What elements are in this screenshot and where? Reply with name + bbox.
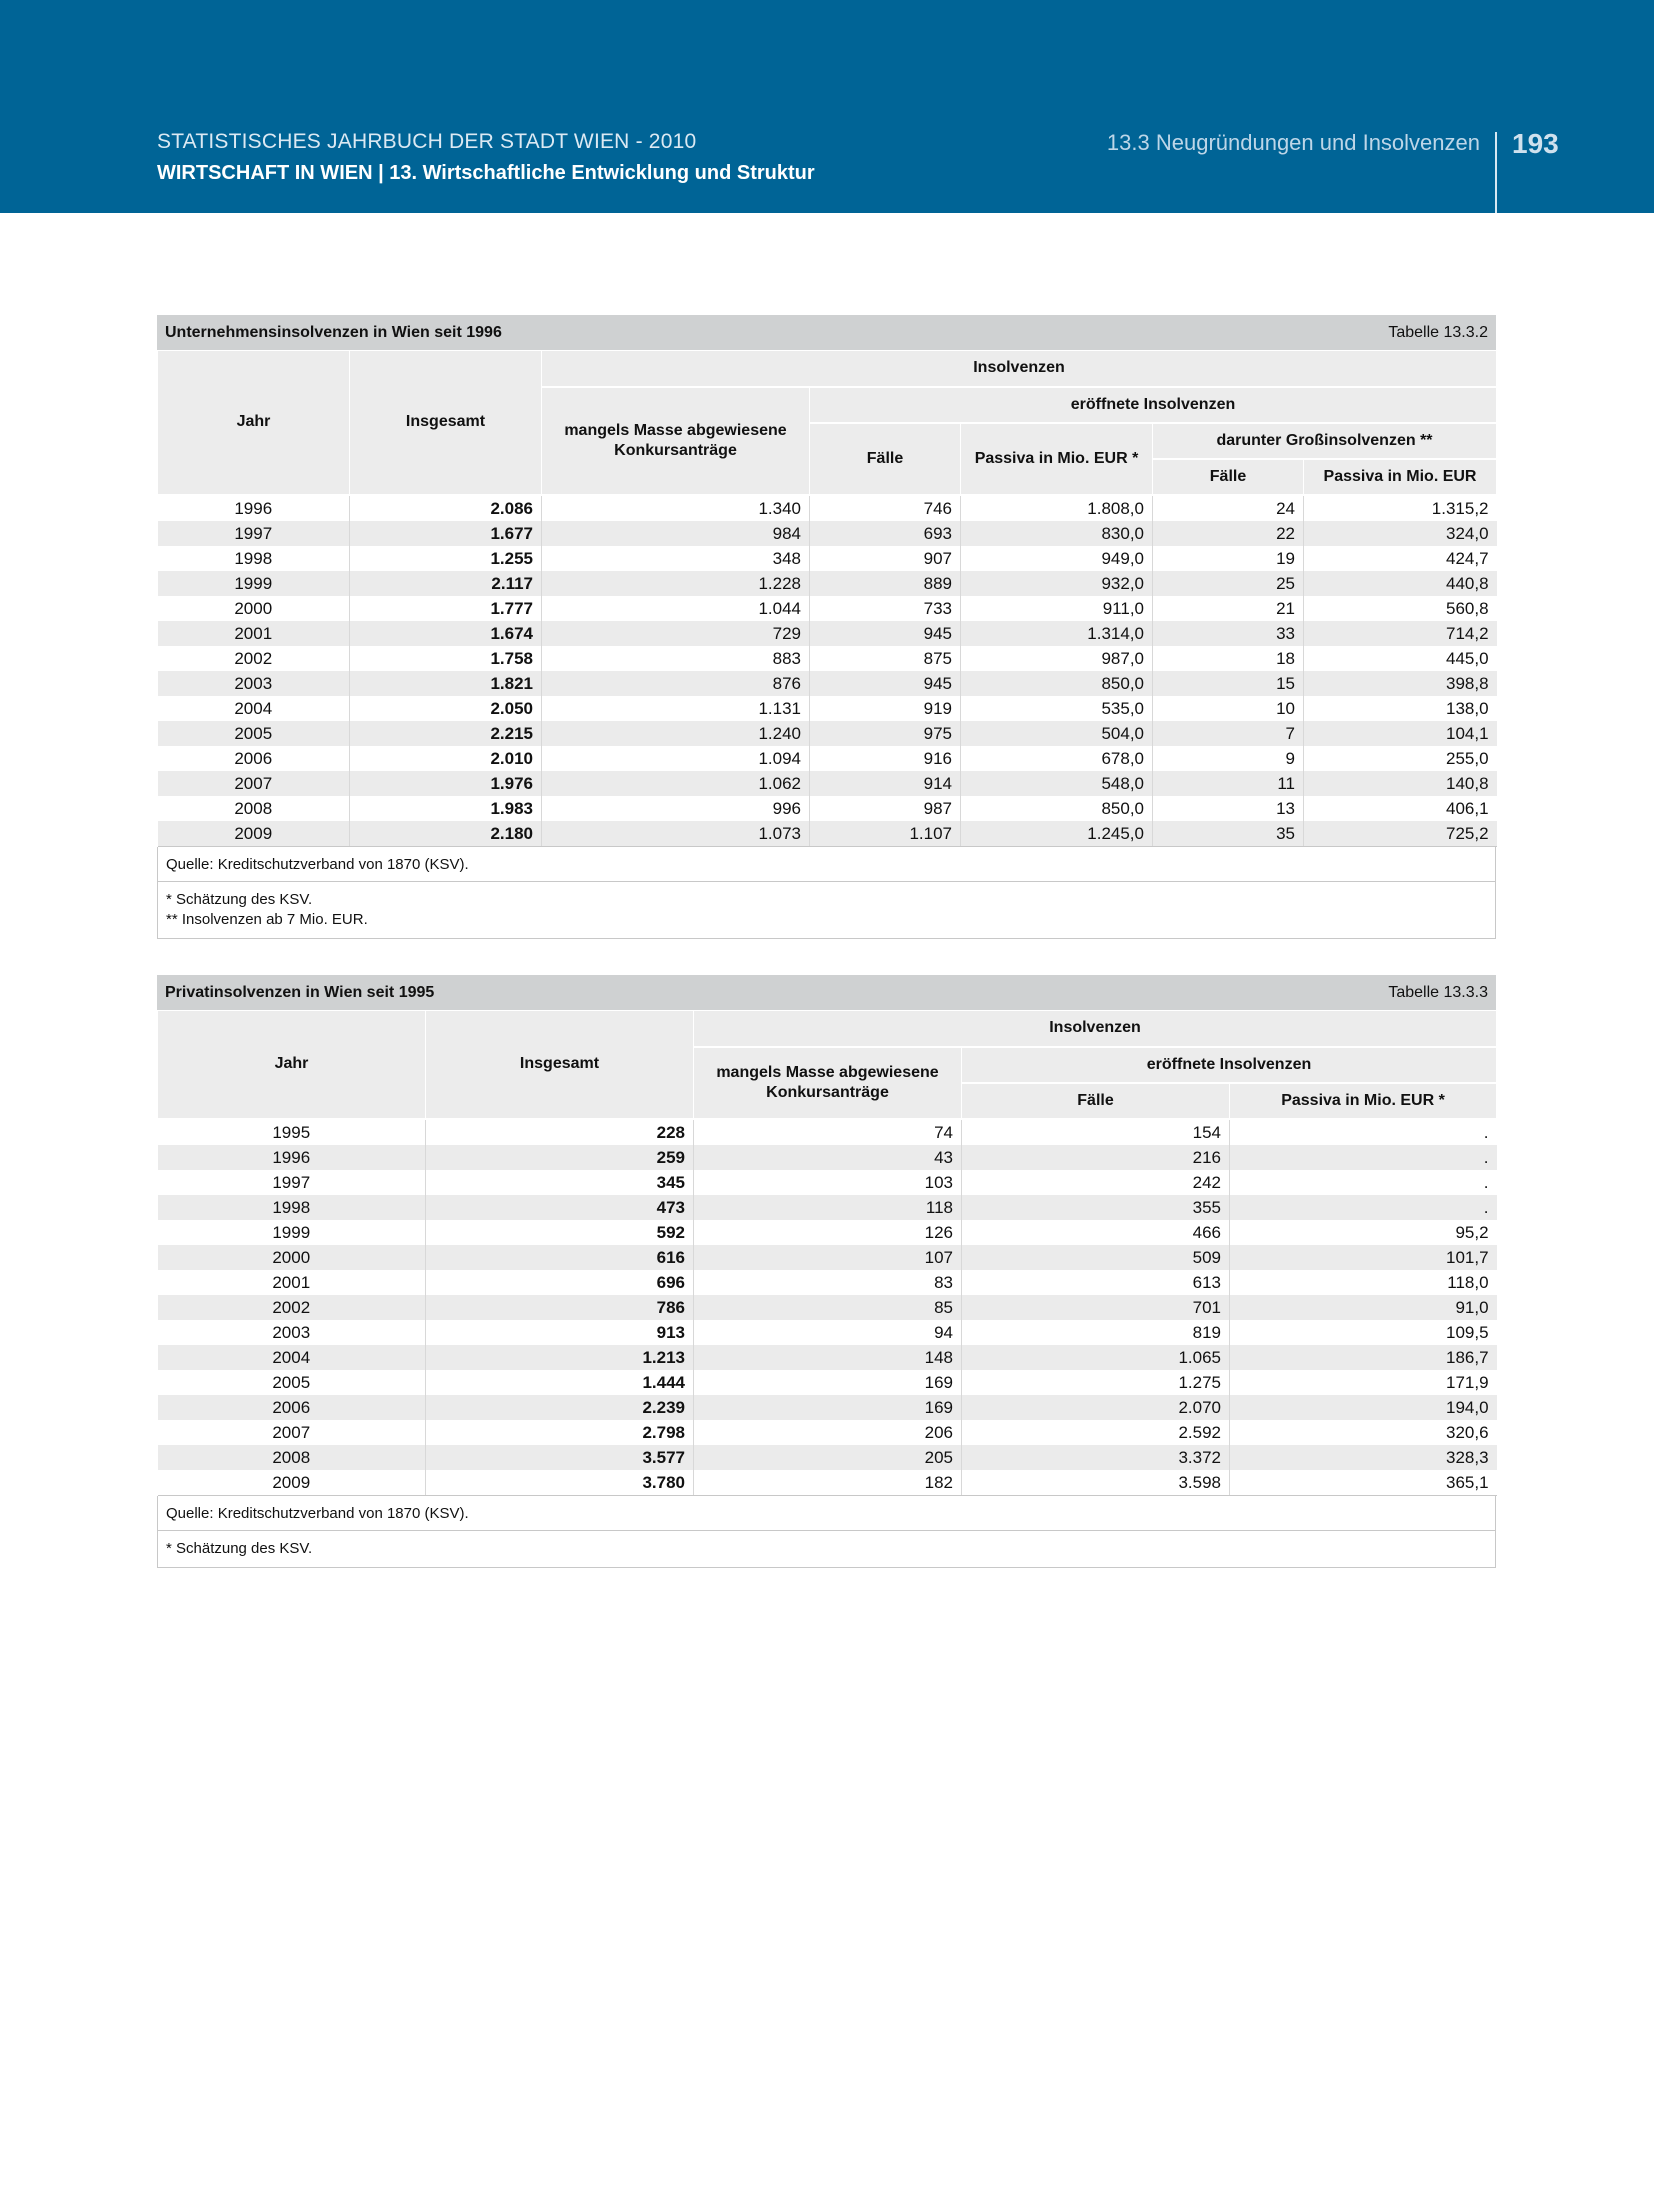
value-cell: 259 (426, 1145, 694, 1170)
value-cell: 228 (426, 1119, 694, 1145)
value-cell: 701 (962, 1295, 1230, 1320)
value-cell: 348 (542, 546, 810, 571)
value-cell: 504,0 (961, 721, 1153, 746)
table-row (158, 1245, 1497, 1270)
value-cell: 320,6 (1230, 1420, 1497, 1445)
value-cell: 932,0 (961, 571, 1153, 596)
table-row (158, 1119, 1497, 1145)
value-cell: 91,0 (1230, 1295, 1497, 1320)
value-cell: 2.215 (350, 721, 542, 746)
year-cell: 2003 (158, 671, 350, 696)
table-row (158, 1295, 1497, 1320)
table-notes (157, 882, 1496, 939)
value-cell: 613 (962, 1270, 1230, 1295)
table-label: Tabelle 13.3.2 (1388, 323, 1488, 341)
value-cell: 1.315,2 (1304, 495, 1497, 521)
value-cell: 345 (426, 1170, 694, 1195)
col-faelle: Fälle (810, 423, 961, 495)
year-cell: 1996 (158, 1145, 426, 1170)
value-cell: 1.983 (350, 796, 542, 821)
value-cell: 2.050 (350, 696, 542, 721)
value-cell: 2.592 (962, 1420, 1230, 1445)
value-cell: 182 (694, 1470, 962, 1496)
value-cell: 1.444 (426, 1370, 694, 1395)
value-cell: 11 (1153, 771, 1304, 796)
value-cell: 1.674 (350, 621, 542, 646)
value-cell: 109,5 (1230, 1320, 1497, 1345)
value-cell: 1.275 (962, 1370, 1230, 1395)
value-cell: 3.598 (962, 1470, 1230, 1496)
table-unternehmensinsolvenzen (157, 315, 1496, 939)
col-darunter: darunter Großinsolvenzen ** (1153, 423, 1497, 459)
year-cell: 2009 (158, 821, 350, 847)
value-cell: 2.239 (426, 1395, 694, 1420)
value-cell: 118 (694, 1195, 962, 1220)
col-mangels-masse: mangels Masse abgewiesene Konkursanträge (694, 1047, 962, 1119)
year-cell: 2001 (272, 1272, 311, 1292)
value-cell: 328,3 (1230, 1445, 1497, 1470)
value-cell: 83 (694, 1270, 962, 1295)
value-cell: 729 (542, 621, 810, 646)
table-row (158, 1145, 1497, 1170)
value-cell: 746 (810, 495, 961, 521)
year-cell: 2005 (158, 721, 350, 746)
col-insgesamt: Insgesamt (426, 1011, 694, 1119)
table-row (158, 1170, 1497, 1195)
year-cell: 2002 (158, 1295, 426, 1320)
value-cell: 33 (1153, 621, 1304, 646)
value-cell: . (1230, 1195, 1497, 1220)
value-cell: 186,7 (1230, 1345, 1497, 1370)
table-title: Privatinsolvenzen in Wien seit 1995 (165, 983, 435, 1001)
table-row (158, 1345, 1497, 1370)
year-cell: 2003 (272, 1322, 311, 1342)
value-cell: 913 (426, 1320, 694, 1345)
value-cell: 9 (1153, 746, 1304, 771)
value-cell: 242 (962, 1170, 1230, 1195)
value-cell: 693 (810, 521, 961, 546)
value-cell: 733 (810, 596, 961, 621)
value-cell: 1.073 (542, 821, 810, 847)
value-cell: 21 (1153, 596, 1304, 621)
col-eroeffnete: eröffnete Insolvenzen (962, 1047, 1497, 1083)
value-cell: 975 (810, 721, 961, 746)
value-cell: 10 (1153, 696, 1304, 721)
table-row (158, 571, 1497, 596)
col-insolvenzen: Insolvenzen (694, 1011, 1497, 1047)
value-cell: 1.065 (962, 1345, 1230, 1370)
value-cell: 22 (1153, 521, 1304, 546)
page-header (0, 0, 1654, 213)
year-cell: 2006 (234, 748, 273, 768)
value-cell: 466 (962, 1220, 1230, 1245)
col-faelle: Fälle (962, 1083, 1230, 1119)
table-body (158, 495, 1497, 847)
col-insgesamt: Insgesamt (350, 351, 542, 495)
table-source: Quelle: Kreditschutzverband von 1870 (KSV). (157, 847, 1496, 882)
year-cell: 2001 (158, 621, 350, 646)
value-cell: 1.245,0 (961, 821, 1153, 847)
value-cell: 1.094 (542, 746, 810, 771)
value-cell: 154 (962, 1119, 1230, 1145)
col-gross-passiva: Passiva in Mio. EUR (1304, 459, 1497, 495)
note-line: * Schätzung des KSV. (166, 1539, 313, 1557)
value-cell: 171,9 (1230, 1370, 1497, 1395)
value-cell: 255,0 (1304, 746, 1497, 771)
year-cell: 2005 (272, 1372, 311, 1392)
value-cell: 907 (810, 546, 961, 571)
value-cell: 95,2 (1230, 1220, 1497, 1245)
table-privatinsolvenzen (157, 975, 1496, 1568)
value-cell: 194,0 (1230, 1395, 1497, 1420)
year-cell: 2004 (234, 698, 273, 718)
value-cell: 3.577 (426, 1445, 694, 1470)
value-cell: 1.240 (542, 721, 810, 746)
value-cell: 819 (962, 1320, 1230, 1345)
year-cell: 2009 (158, 1470, 426, 1496)
value-cell: 889 (810, 571, 961, 596)
value-cell: 786 (426, 1295, 694, 1320)
value-cell: 140,8 (1304, 771, 1497, 796)
value-cell: 15 (1153, 671, 1304, 696)
table-row (158, 1445, 1497, 1470)
year-cell: 2007 (158, 771, 350, 796)
value-cell: 126 (694, 1220, 962, 1245)
value-cell: 205 (694, 1445, 962, 1470)
value-cell: 2.117 (350, 571, 542, 596)
table-row (158, 1320, 1497, 1345)
table-title: Unternehmensinsolvenzen in Wien seit 1996 (165, 323, 502, 341)
value-cell: 1.314,0 (961, 621, 1153, 646)
col-insolvenzen: Insolvenzen (542, 351, 1497, 387)
value-cell: 535,0 (961, 696, 1153, 721)
value-cell: . (1230, 1119, 1497, 1145)
header-divider (1495, 132, 1497, 213)
table-source: Quelle: Kreditschutzverband von 1870 (KSV). (157, 1496, 1496, 1531)
value-cell: . (1230, 1145, 1497, 1170)
value-cell: 324,0 (1304, 521, 1497, 546)
col-passiva: Passiva in Mio. EUR * (961, 423, 1153, 495)
value-cell: 996 (542, 796, 810, 821)
value-cell: 1.131 (542, 696, 810, 721)
value-cell: 169 (694, 1395, 962, 1420)
value-cell: 560,8 (1304, 596, 1497, 621)
value-cell: 883 (542, 646, 810, 671)
table-row (158, 495, 1497, 521)
header-titles (157, 130, 815, 185)
table-title-bar (157, 975, 1496, 1010)
table-row (158, 621, 1497, 646)
col-gross-faelle: Fälle (1153, 459, 1304, 495)
table-row (158, 1395, 1497, 1420)
value-cell: . (1230, 1170, 1497, 1195)
value-cell: 592 (426, 1220, 694, 1245)
value-cell: 169 (694, 1370, 962, 1395)
value-cell: 1.821 (350, 671, 542, 696)
year-cell: 2006 (158, 1395, 426, 1420)
year-cell: 2000 (158, 1245, 426, 1270)
note-line: ** Insolvenzen ab 7 Mio. EUR. (166, 910, 368, 928)
table-row (158, 721, 1497, 746)
value-cell: 101,7 (1230, 1245, 1497, 1270)
value-cell: 1.044 (542, 596, 810, 621)
value-cell: 118,0 (1230, 1270, 1497, 1295)
value-cell: 850,0 (961, 796, 1153, 821)
value-cell: 216 (962, 1145, 1230, 1170)
col-jahr: Jahr (158, 351, 350, 495)
chapter-title: WIRTSCHAFT IN WIEN | 13. Wirtschaftliche Entwicklung und Struktur (157, 162, 815, 184)
table-row (158, 1220, 1497, 1245)
year-cell: 2002 (234, 648, 273, 668)
value-cell: 74 (694, 1119, 962, 1145)
value-cell: 714,2 (1304, 621, 1497, 646)
value-cell: 365,1 (1230, 1470, 1497, 1496)
value-cell: 25 (1153, 571, 1304, 596)
value-cell: 7 (1153, 721, 1304, 746)
value-cell: 85 (694, 1295, 962, 1320)
value-cell: 875 (810, 646, 961, 671)
year-cell: 2007 (272, 1422, 311, 1442)
value-cell: 424,7 (1304, 546, 1497, 571)
section-title: 13.3 Neugründungen und Insolvenzen (1106, 130, 1480, 155)
value-cell: 678,0 (961, 746, 1153, 771)
table-row (158, 1420, 1497, 1445)
value-cell: 876 (542, 671, 810, 696)
value-cell: 2.180 (350, 821, 542, 847)
value-cell: 355 (962, 1195, 1230, 1220)
year-cell: 1997 (272, 1172, 311, 1192)
table-notes (157, 1531, 1496, 1568)
table-row (158, 746, 1497, 771)
year-cell: 1995 (272, 1122, 311, 1142)
value-cell: 984 (542, 521, 810, 546)
value-cell: 3.780 (426, 1470, 694, 1496)
col-passiva: Passiva in Mio. EUR * (1230, 1083, 1497, 1119)
value-cell: 1.777 (350, 596, 542, 621)
value-cell: 914 (810, 771, 961, 796)
value-cell: 616 (426, 1245, 694, 1270)
value-cell: 2.798 (426, 1420, 694, 1445)
value-cell: 1.062 (542, 771, 810, 796)
value-cell: 1.808,0 (961, 495, 1153, 521)
table-row (158, 1470, 1497, 1496)
year-cell: 1998 (234, 548, 273, 568)
table-row (158, 1195, 1497, 1220)
col-jahr: Jahr (158, 1011, 426, 1119)
table-label: Tabelle 13.3.3 (1388, 983, 1488, 1001)
value-cell: 850,0 (961, 671, 1153, 696)
note-line: * Schätzung des KSV. (166, 890, 313, 908)
col-eroeffnete: eröffnete Insolvenzen (810, 387, 1497, 423)
data-table (157, 350, 1497, 847)
table-row (158, 771, 1497, 796)
value-cell: 987,0 (961, 646, 1153, 671)
value-cell: 2.086 (350, 495, 542, 521)
value-cell: 18 (1153, 646, 1304, 671)
value-cell: 830,0 (961, 521, 1153, 546)
value-cell: 548,0 (961, 771, 1153, 796)
value-cell: 696 (426, 1270, 694, 1295)
year-cell: 1999 (158, 571, 350, 596)
data-table (157, 1010, 1497, 1496)
value-cell: 19 (1153, 546, 1304, 571)
value-cell: 2.070 (962, 1395, 1230, 1420)
col-mangels-masse: mangels Masse abgewiesene Konkursanträge (542, 387, 810, 495)
table-row (158, 671, 1497, 696)
value-cell: 1.976 (350, 771, 542, 796)
value-cell: 1.758 (350, 646, 542, 671)
value-cell: 13 (1153, 796, 1304, 821)
value-cell: 2.010 (350, 746, 542, 771)
value-cell: 987 (810, 796, 961, 821)
table-row (158, 1370, 1497, 1395)
value-cell: 916 (810, 746, 961, 771)
value-cell: 725,2 (1304, 821, 1497, 847)
value-cell: 509 (962, 1245, 1230, 1270)
value-cell: 1.340 (542, 495, 810, 521)
table-body (158, 1119, 1497, 1496)
value-cell: 148 (694, 1345, 962, 1370)
value-cell: 107 (694, 1245, 962, 1270)
year-cell: 2004 (158, 1345, 426, 1370)
value-cell: 445,0 (1304, 646, 1497, 671)
value-cell: 919 (810, 696, 961, 721)
value-cell: 1.213 (426, 1345, 694, 1370)
year-cell: 1997 (158, 521, 350, 546)
value-cell: 104,1 (1304, 721, 1497, 746)
value-cell: 473 (426, 1195, 694, 1220)
value-cell: 43 (694, 1145, 962, 1170)
table-row (158, 546, 1497, 571)
value-cell: 945 (810, 671, 961, 696)
value-cell: 3.372 (962, 1445, 1230, 1470)
year-cell: 2008 (158, 1445, 426, 1470)
value-cell: 206 (694, 1420, 962, 1445)
value-cell: 398,8 (1304, 671, 1497, 696)
value-cell: 138,0 (1304, 696, 1497, 721)
value-cell: 1.677 (350, 521, 542, 546)
value-cell: 1.107 (810, 821, 961, 847)
year-cell: 1996 (234, 498, 273, 518)
yearbook-title: STATISTISCHES JAHRBUCH DER STADT WIEN - 2010 (157, 130, 697, 153)
value-cell: 1.255 (350, 546, 542, 571)
value-cell: 949,0 (961, 546, 1153, 571)
year-cell: 1999 (272, 1222, 311, 1242)
year-cell: 1998 (158, 1195, 426, 1220)
table-row (158, 521, 1497, 546)
table-row (158, 796, 1497, 821)
value-cell: 945 (810, 621, 961, 646)
value-cell: 911,0 (961, 596, 1153, 621)
table-row (158, 596, 1497, 621)
value-cell: 103 (694, 1170, 962, 1195)
value-cell: 1.228 (542, 571, 810, 596)
value-cell: 440,8 (1304, 571, 1497, 596)
table-row (158, 1270, 1497, 1295)
value-cell: 94 (694, 1320, 962, 1345)
value-cell: 24 (1153, 495, 1304, 521)
value-cell: 35 (1153, 821, 1304, 847)
table-row (158, 646, 1497, 671)
page-number: 193 (1512, 128, 1559, 159)
year-cell: 2000 (234, 598, 273, 618)
table-row (158, 696, 1497, 721)
value-cell: 406,1 (1304, 796, 1497, 821)
table-title-bar (157, 315, 1496, 350)
table-row (158, 821, 1497, 847)
year-cell: 2008 (234, 798, 273, 818)
